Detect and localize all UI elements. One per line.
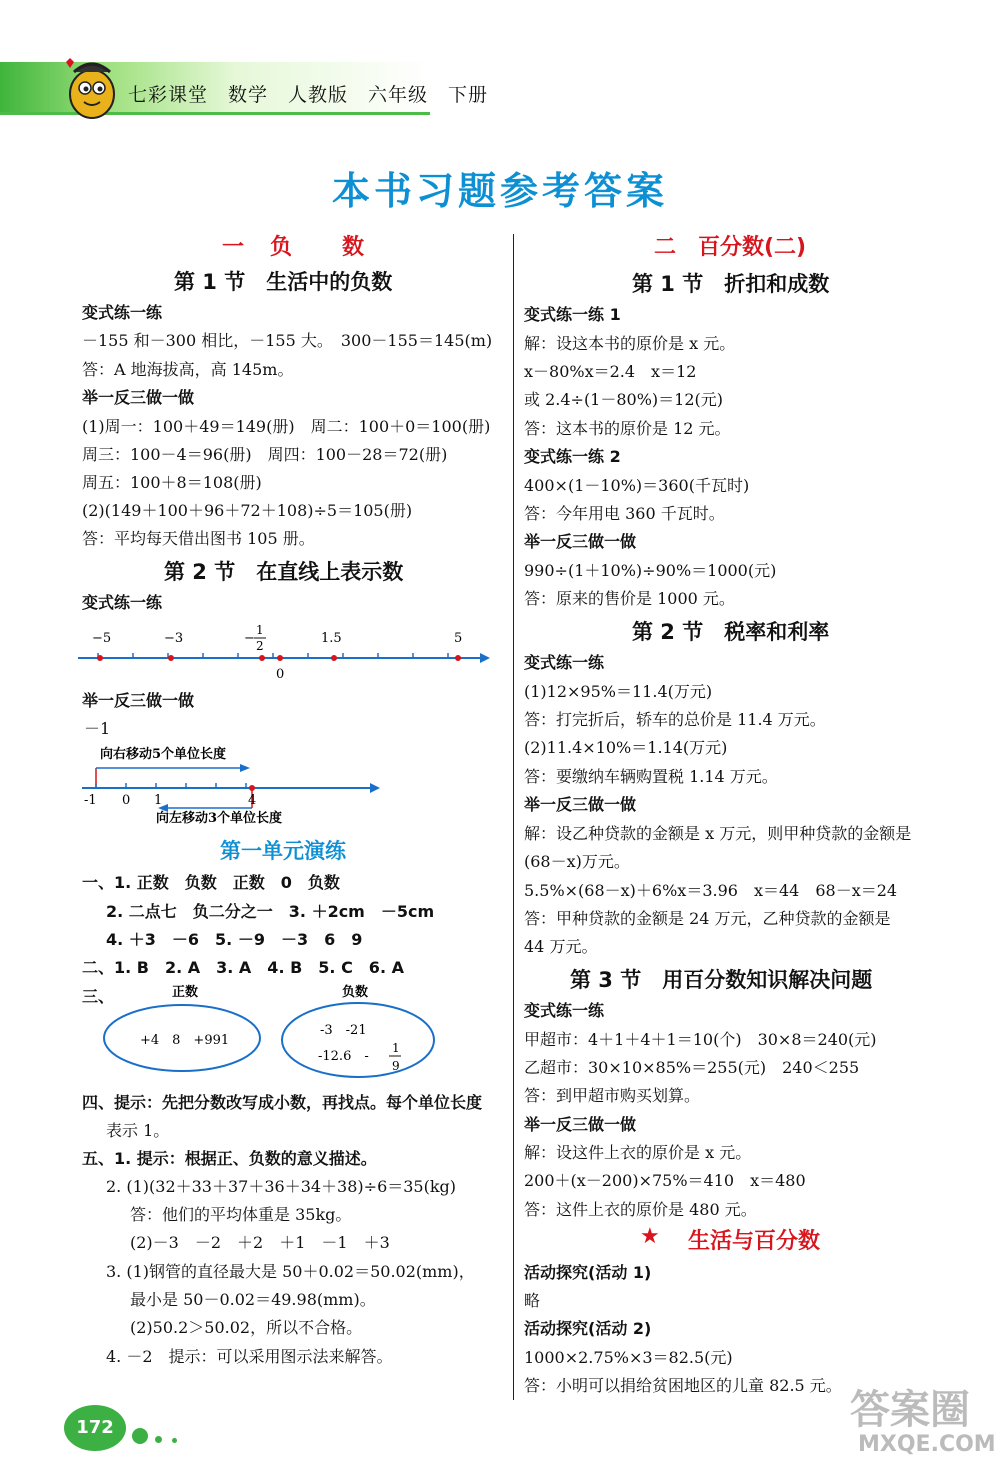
answer-line: 表示 1。 bbox=[106, 1121, 170, 1140]
fraction-num: 1 bbox=[392, 1041, 400, 1055]
answer-line: (2)11.4×10%＝1.14(万元) bbox=[524, 738, 728, 757]
answer-line: 答：到甲超市购买划算。 bbox=[524, 1086, 701, 1105]
answer-line: 二、1. B 2. A 3. A 4. B 5. C 6. A bbox=[82, 958, 404, 977]
exercise-label: 举一反三做一做 bbox=[82, 388, 195, 407]
answer-line: (68－x)万元。 bbox=[524, 852, 630, 871]
exercise-label: 活动探究(活动 1) bbox=[524, 1263, 652, 1282]
exercise-label: 举一反三做一做 bbox=[524, 532, 637, 551]
number-line-2 bbox=[82, 740, 402, 824]
answer-line: 三、 bbox=[82, 987, 115, 1006]
header-text: 七彩课堂 数学 人教版 六年级 下册 bbox=[128, 84, 489, 106]
negative-row-2: -12.6 - bbox=[318, 1049, 369, 1064]
answer-line: 44 万元。 bbox=[524, 937, 598, 956]
answer-line: 答：小明可以捐给贫困地区的儿童 82.5 元。 bbox=[524, 1376, 842, 1395]
label-half-num: 1 bbox=[256, 624, 264, 637]
point-1-5 bbox=[331, 655, 337, 661]
point-minus-half bbox=[259, 655, 265, 661]
chapter-2-title: 二 百分数(二) bbox=[654, 235, 807, 260]
answer-line: (1)周一：100＋49＝149(册) 周二：100＋0＝100(册) bbox=[82, 417, 491, 436]
footer-dot bbox=[155, 1436, 162, 1443]
answer-line: 4. ＋3 －6 5. －9 －3 6 9 bbox=[106, 930, 363, 949]
exercise-label: 变式练一练 bbox=[82, 303, 163, 322]
answer-line: 四、提示：先把分数改写成小数，再找点。每个单位长度 bbox=[82, 1093, 483, 1112]
answer-line: 解：设这本书的原价是 x 元。 bbox=[524, 334, 736, 353]
unit-1-review-title: 第一单元演练 bbox=[220, 839, 346, 863]
answer-line: 答：这件上衣的原价是 480 元。 bbox=[524, 1200, 757, 1219]
answer-line: 1000×2.75%×3＝82.5(元) bbox=[524, 1348, 733, 1367]
watermark-url: MXQE.COM bbox=[858, 1432, 996, 1457]
label-minus-1: -1 bbox=[84, 793, 97, 808]
positive-label: 正数 bbox=[172, 985, 199, 1000]
page-title: 本书习题参考答案 bbox=[331, 169, 668, 213]
footer-dot bbox=[132, 1428, 148, 1444]
label-0: 0 bbox=[276, 667, 285, 682]
answer-line: 五、1. 提示：根据正、负数的意义描述。 bbox=[82, 1149, 377, 1168]
answer-line: －155 和－300 相比，－155 大。 300－155＝145(m) bbox=[82, 331, 493, 350]
exercise-label: 变式练一练 bbox=[82, 593, 163, 612]
answer-line: x－80%x＝2.4 x＝12 bbox=[524, 362, 697, 381]
exercise-label: 变式练一练 2 bbox=[524, 447, 621, 466]
exercise-label: 活动探究(活动 2) bbox=[524, 1319, 652, 1338]
exercise-label: 举一反三做一做 bbox=[524, 1115, 637, 1134]
section-1-1-title: 第 1 节 生活中的负数 bbox=[174, 270, 393, 294]
answer-line: 解：设乙种贷款的金额是 x 万元，则甲种贷款的金额是 bbox=[524, 824, 912, 843]
exercise-label: 举一反三做一做 bbox=[82, 691, 195, 710]
move-left-label: 向左移动3个单位长度 bbox=[156, 811, 283, 824]
answer-line: 解：设这件上衣的原价是 x 元。 bbox=[524, 1143, 752, 1162]
answer-line: (1)12×95%＝11.4(万元) bbox=[524, 682, 713, 701]
exercise-label: 变式练一练 bbox=[524, 653, 605, 672]
fraction-den: 9 bbox=[392, 1059, 400, 1073]
mascot-icon bbox=[58, 52, 128, 122]
answer-line: 周三：100－4＝96(册) 周四：100－28＝72(册) bbox=[82, 445, 448, 464]
exercise-label: 举一反三做一做 bbox=[524, 795, 637, 814]
label-1-5: 1.5 bbox=[321, 631, 342, 646]
column-divider bbox=[513, 234, 514, 1400]
classification-diagram bbox=[102, 980, 452, 1082]
answer-line: (2)50.2＞50.02，所以不合格。 bbox=[130, 1318, 363, 1337]
number-line-1 bbox=[78, 624, 498, 686]
answer-line: 2. 二点七 负二分之一 3. ＋2cm －5cm bbox=[106, 902, 435, 921]
answer-line: 答：原来的售价是 1000 元。 bbox=[524, 589, 735, 608]
answer-line: (2)－3 －2 ＋2 ＋1 －1 ＋3 bbox=[130, 1233, 390, 1252]
watermark-logo: 答案圈 bbox=[850, 1387, 970, 1433]
label-minus-3: −3 bbox=[164, 631, 184, 646]
life-section-title: 生活与百分数 bbox=[688, 1229, 821, 1254]
exercise-label: 变式练一练 1 bbox=[524, 305, 621, 324]
answer-line: 答：甲种贷款的金额是 24 万元，乙种贷款的金额是 bbox=[524, 909, 891, 928]
answer-line: 400×(1－10%)＝360(千瓦时) bbox=[524, 476, 750, 495]
answer-line: 答：这本书的原价是 12 元。 bbox=[524, 419, 731, 438]
answer-line: 乙超市：30×10×85%＝255(元) 240＜255 bbox=[524, 1058, 860, 1077]
answer-line: (2)(149＋100＋96＋72＋108)÷5＝105(册) bbox=[82, 501, 413, 520]
star-icon: ★ bbox=[640, 1224, 660, 1249]
answer-line: 3. (1)钢管的直径最大是 50＋0.02＝50.02(mm)， bbox=[106, 1262, 475, 1281]
negative-row-1: -3 -21 bbox=[320, 1023, 367, 1038]
point-zero bbox=[277, 655, 283, 661]
answer-line: 4. －2 提示：可以采用图示法来解答。 bbox=[106, 1347, 393, 1366]
label-0: 0 bbox=[122, 793, 131, 808]
answer-line: 答：打完折后，轿车的总价是 11.4 万元。 bbox=[524, 710, 826, 729]
answer-line: 5.5%×(68－x)＋6%x＝3.96 x＝44 68－x＝24 bbox=[524, 881, 898, 900]
answer-line: 答：要缴纳车辆购置税 1.14 万元。 bbox=[524, 767, 778, 786]
section-1-2-title: 第 2 节 在直线上表示数 bbox=[164, 560, 404, 584]
answer-line: 2. (1)(32＋33＋37＋36＋34＋38)÷6＝35(kg) bbox=[106, 1177, 457, 1196]
label-minus-5: −5 bbox=[92, 631, 112, 646]
answer-line: 200＋(x－200)×75%＝410 x＝480 bbox=[524, 1171, 806, 1190]
chapter-1-title: 一 负 数 bbox=[222, 235, 367, 260]
answer-line: 周五：100＋8＝108(册) bbox=[82, 473, 262, 492]
label-minus-sign: − bbox=[244, 631, 255, 646]
point-5 bbox=[455, 655, 461, 661]
point-minus-3 bbox=[168, 655, 174, 661]
footer-dot bbox=[172, 1438, 177, 1443]
label-5: 5 bbox=[454, 631, 463, 646]
answer-line: 甲超市：4＋1＋4＋1＝10(个) 30×8＝240(元) bbox=[524, 1030, 877, 1049]
answer-line: 答：今年用电 360 千瓦时。 bbox=[524, 504, 725, 523]
answer-line: 答：A 地海拔高，高 145m。 bbox=[82, 360, 294, 379]
positive-items: +4 8 +991 bbox=[140, 1033, 230, 1048]
point-minus-5 bbox=[97, 655, 103, 661]
section-2-1-title: 第 1 节 折扣和成数 bbox=[632, 272, 830, 296]
answer-line: 答：他们的平均体重是 35kg。 bbox=[130, 1205, 352, 1224]
label-half-den: 2 bbox=[256, 639, 264, 653]
answer-line: 990÷(1＋10%)÷90%＝1000(元) bbox=[524, 561, 777, 580]
answer-line: 略 bbox=[524, 1291, 541, 1310]
label-4: 4 bbox=[248, 793, 257, 808]
page-number: 172 bbox=[64, 1405, 126, 1451]
section-2-2-title: 第 2 节 税率和利率 bbox=[632, 620, 830, 644]
negative-label: 负数 bbox=[342, 985, 369, 1000]
answer-line: 或 2.4÷(1－80%)＝12(元) bbox=[524, 390, 724, 409]
answer-line: 最小是 50－0.02＝49.98(mm)。 bbox=[130, 1290, 376, 1309]
section-2-3-title: 第 3 节 用百分数知识解决问题 bbox=[570, 968, 873, 992]
answer-line: －1 bbox=[84, 719, 111, 738]
answer-line: 答：平均每天借出图书 105 册。 bbox=[82, 529, 315, 548]
answer-line: 一、1. 正数 负数 正数 0 负数 bbox=[82, 873, 340, 892]
move-right-label: 向右移动5个单位长度 bbox=[100, 747, 227, 762]
exercise-label: 变式练一练 bbox=[524, 1001, 605, 1020]
negative-ellipse bbox=[282, 1003, 434, 1077]
label-1: 1 bbox=[154, 793, 163, 808]
